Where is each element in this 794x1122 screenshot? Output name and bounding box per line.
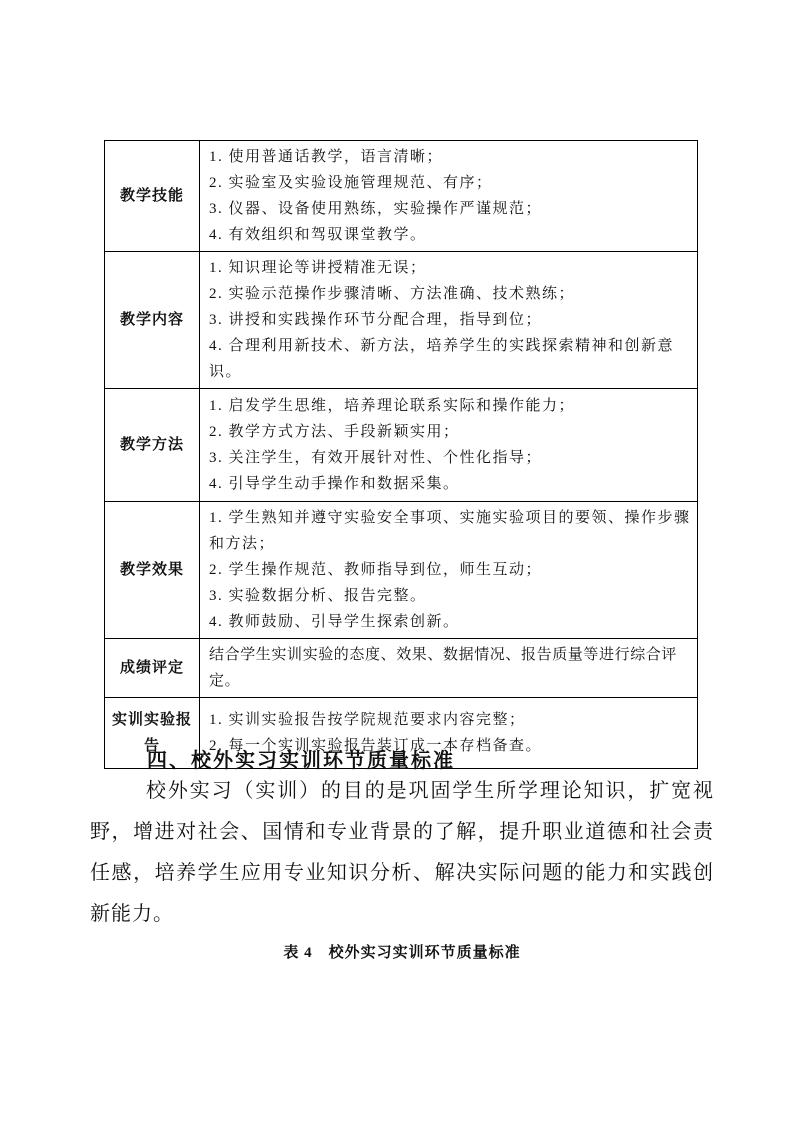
criteria-line: 2. 每一个实训实验报告装订成一本存档备查。 xyxy=(209,738,543,754)
criteria-line: 3. 实验数据分析、报告完整。 xyxy=(209,588,427,604)
table-row-teaching-effect xyxy=(105,502,698,639)
criteria-line: 2. 实验示范操作步骤清晰、方法准确、技术熟练； xyxy=(209,286,576,302)
criteria-line: 2. 实验室及实验设施管理规范、有序； xyxy=(209,175,493,191)
criteria-line: 4. 合理利用新技术、新方法，培养学生的实践探索精神和创新意识。 xyxy=(209,338,675,380)
quality-standards-table-body xyxy=(105,141,698,769)
quality-standards-table xyxy=(104,140,698,769)
table-row-teaching-skills xyxy=(105,141,698,252)
criteria-line: 4. 有效组织和驾驭课堂教学。 xyxy=(209,227,427,243)
criteria-line: 3. 关注学生，有效开展针对性、个性化指导； xyxy=(209,450,543,466)
criteria-line: 1. 使用普通话教学，语言清晰； xyxy=(209,149,444,165)
table-row-teaching-methods xyxy=(105,389,698,502)
criteria-line: 3. 仪器、设备使用熟练，实验操作严谨规范； xyxy=(209,201,543,217)
criteria-line: 结合学生实训实验的态度、效果、数据情况、报告质量等进行综合评定。 xyxy=(209,647,678,689)
row-content-grade-assessment xyxy=(200,639,698,698)
criteria-line: 1. 启发学生思维，培养理论联系实际和操作能力； xyxy=(209,398,576,414)
criteria-line: 2. 教学方式方法、手段新颖实用； xyxy=(209,424,460,440)
criteria-line: 3. 讲授和实践操作环节分配合理，指导到位； xyxy=(209,312,543,328)
row-label-teaching-effect: 教学效果 xyxy=(105,502,200,639)
row-content-teaching-effect xyxy=(200,502,698,639)
row-label-teaching-methods: 教学方法 xyxy=(105,389,200,502)
criteria-line: 4. 教师鼓励、引导学生探索创新。 xyxy=(209,614,460,630)
row-label-teaching-skills: 教学技能 xyxy=(105,141,200,252)
section-heading: 四、校外实习实训环节质量标准 xyxy=(147,750,455,772)
row-content-teaching-content xyxy=(200,252,698,389)
row-content-teaching-skills xyxy=(200,141,698,252)
table-row-grade-assessment xyxy=(105,639,698,698)
row-label-training-report: 实训实验报告 xyxy=(105,698,200,769)
criteria-line: 1. 知识理论等讲授精准无误； xyxy=(209,260,427,276)
table-caption: 表 4 校外实习实训环节质量标准 xyxy=(283,945,521,961)
criteria-line: 4. 引导学生动手操作和数据采集。 xyxy=(209,476,460,492)
criteria-line: 2. 学生操作规范、教师指导到位，师生互动； xyxy=(209,562,543,578)
criteria-line: 1. 学生熟知并遵守实验安全事项、实施实验项目的要领、操作步骤和方法； xyxy=(209,510,691,552)
row-label-teaching-content: 教学内容 xyxy=(105,252,200,389)
row-label-grade-assessment: 成绩评定 xyxy=(105,639,200,698)
table-row-teaching-content xyxy=(105,252,698,389)
criteria-line: 1. 实训实验报告按学院规范要求内容完整； xyxy=(209,712,526,728)
body-paragraph: 校外实习（实训）的目的是巩固学生所学理论知识，扩宽视野，增进对社会、国情和专业背景的了解，提升职业道德和社会责任感，培养学生应用专业知识分析、解决实际问题的能力和实践创新能力。 xyxy=(90,780,714,925)
row-content-teaching-methods xyxy=(200,389,698,502)
